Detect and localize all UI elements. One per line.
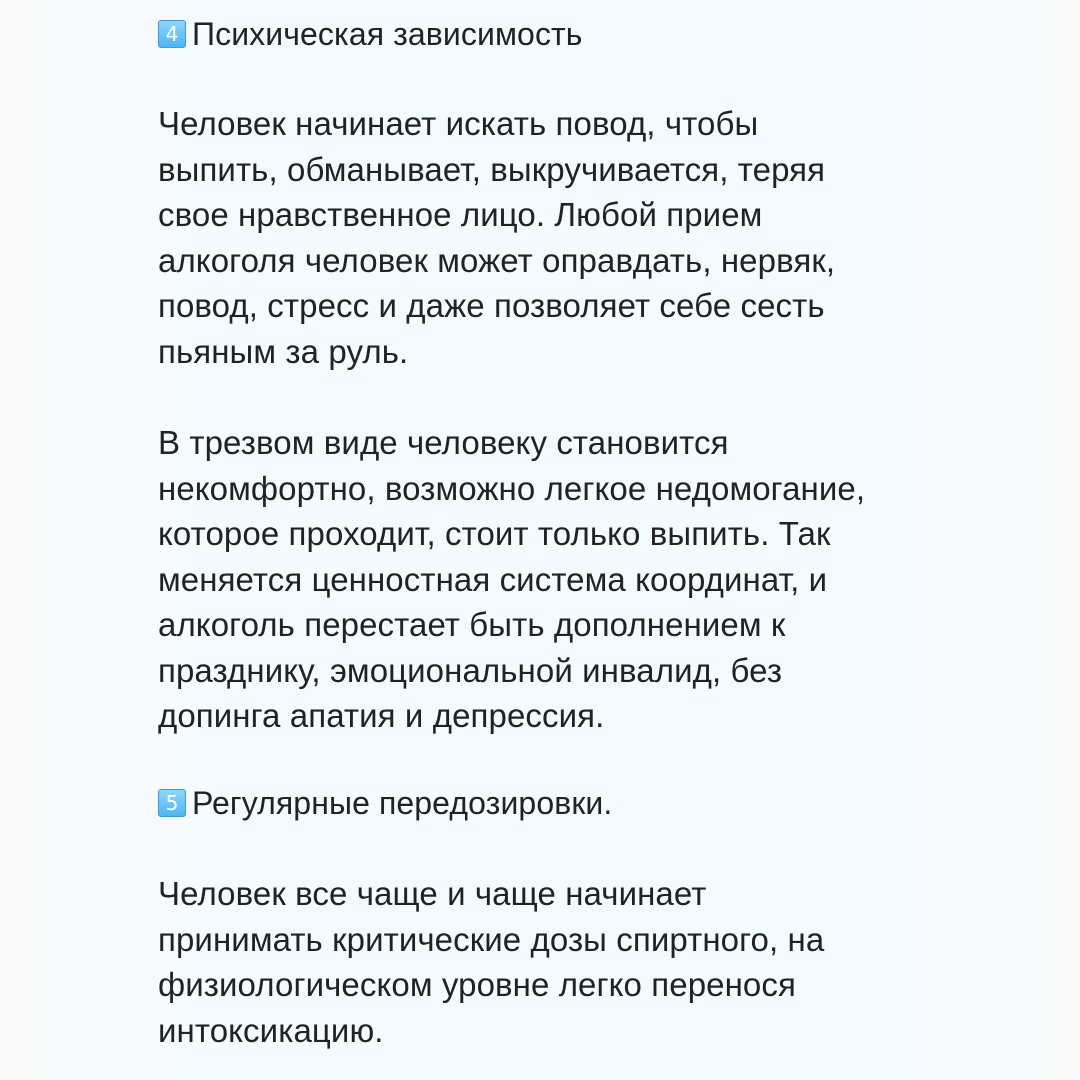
paragraph xyxy=(158,420,865,739)
section-heading-4 xyxy=(158,12,583,56)
text-line: алкоголь перестает быть дополнением к xyxy=(158,606,786,643)
text-line: некомфортно, возможно легкое недомогание, xyxy=(158,469,866,507)
paragraph xyxy=(158,871,824,1053)
text-line: повод, стресс и даже позволяет себе сесть xyxy=(158,287,825,324)
text-line: которое проходит, стоит только выпить. Так xyxy=(158,515,831,552)
text-line: В трезвом виде человеку становится xyxy=(158,424,729,461)
text-line: свое нравственное лицо. Любой прием xyxy=(158,196,763,233)
section-heading-5 xyxy=(158,781,612,825)
text-line: физиологическом уровне легко перенося xyxy=(158,966,796,1003)
text-line: выпить, обманывает, выкручивается, теряя xyxy=(158,150,826,188)
keycap-digit-five-icon: 5 xyxy=(158,789,186,817)
text-line: меняется ценностная система координат, и xyxy=(158,560,828,598)
keycap-digit-four-icon: 4 xyxy=(158,20,186,48)
text-line: интоксикацию. xyxy=(158,1011,384,1049)
text-line: Человек все чаще и чаще начинает xyxy=(158,875,707,912)
text-line: допинга апатия и депрессия. xyxy=(158,697,605,734)
text-line: алкоголя человек может оправдать, нервяк, xyxy=(158,241,836,279)
text-line: принимать критические дозы спиртного, на xyxy=(158,920,825,958)
text-line: празднику, эмоциональной инвалид, без xyxy=(158,651,783,689)
section-title: Регулярные передозировки. xyxy=(192,785,613,821)
section-title: Психическая зависимость xyxy=(192,16,583,52)
paragraph xyxy=(158,101,835,374)
text-line: пьяным за руль. xyxy=(158,332,409,370)
text-line: Человек начинает искать повод, чтобы xyxy=(158,105,759,142)
